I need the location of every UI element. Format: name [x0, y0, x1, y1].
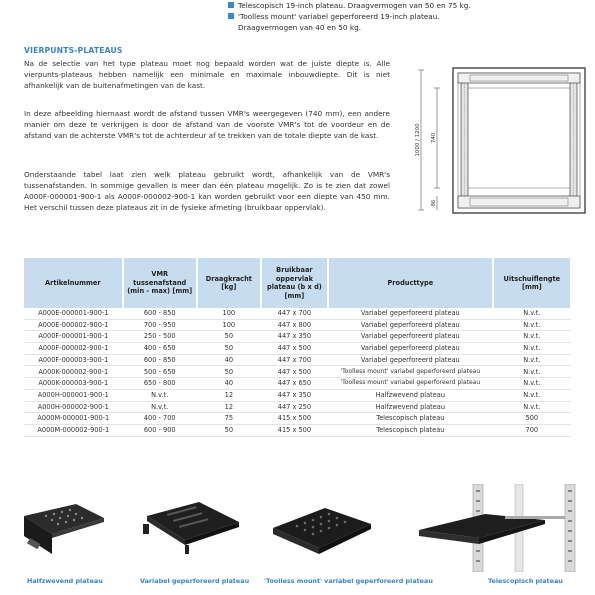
- table-cell: A000K-000003-900-1: [24, 378, 123, 390]
- table-cell: 75: [197, 413, 261, 425]
- table-cell: Telescopisch plateau: [328, 413, 493, 425]
- table-cell: 447 x 500: [261, 343, 328, 355]
- caption-telescopisch: Telescopisch plateau: [488, 577, 563, 585]
- table-row: [24, 424, 571, 436]
- table-cell: 40: [197, 354, 261, 366]
- table-cell: 12: [197, 389, 261, 401]
- table-cell: N.v.t.: [123, 389, 197, 401]
- table-cell: 447 x 350: [261, 389, 328, 401]
- column-header: Bruikbaar oppervlak plateau (b x d) [mm]: [261, 258, 328, 308]
- table-cell: A000M-000001-900-1: [24, 413, 123, 425]
- column-header: Draagkracht [kg]: [197, 258, 261, 308]
- section-title: VIERPUNTS-PLATEAUS: [24, 46, 123, 55]
- toolless-mount-plateau-photo: [267, 494, 377, 564]
- table-cell: 447 x 650: [261, 378, 328, 390]
- table-cell: N.v.t.: [493, 401, 571, 413]
- table-cell: 447 x 800: [261, 319, 328, 331]
- table-cell: N.v.t.: [493, 354, 571, 366]
- halfzwevend-plateau-photo: [16, 498, 108, 560]
- table-cell: 700: [493, 424, 571, 436]
- column-header: Producttype: [328, 258, 493, 308]
- table-cell: N.v.t.: [493, 389, 571, 401]
- table-cell: 50: [197, 331, 261, 343]
- caption-toolless: 'Toolless mount' variabel geperforeerd plateau: [264, 577, 433, 585]
- table-row: [24, 378, 571, 390]
- table-cell: N.v.t.: [493, 366, 571, 378]
- table-cell: A000H-000001-900-1: [24, 389, 123, 401]
- table-cell: 12: [197, 401, 261, 413]
- table-cell: 'Toolless mount' variabel geperforeerd plateau: [328, 378, 493, 390]
- table-header-row: [24, 258, 571, 308]
- table-row: [24, 331, 571, 343]
- spec-table: [24, 258, 572, 437]
- table-cell: 447 x 700: [261, 354, 328, 366]
- table-cell: 500 - 650: [123, 366, 197, 378]
- table-row: [24, 401, 571, 413]
- table-cell: Telescopisch plateau: [328, 424, 493, 436]
- table-cell: 447 x 500: [261, 366, 328, 378]
- variabel-geperforeerd-plateau-photo: [137, 494, 247, 564]
- table-row: [24, 343, 571, 355]
- table-cell: Variabel geperforeerd plateau: [328, 308, 493, 319]
- table-cell: 600 - 900: [123, 424, 197, 436]
- table-cell: 415 x 500: [261, 413, 328, 425]
- caption-halfzwevend: Halfzwevend plateau: [27, 577, 103, 585]
- table-cell: Halfzwevend plateau: [328, 389, 493, 401]
- table-cell: 100: [197, 308, 261, 319]
- table-cell: 600 - 850: [123, 354, 197, 366]
- table-cell: Halfzwevend plateau: [328, 401, 493, 413]
- paragraph: In deze afbeelding hiernaast wordt de afstand tussen VMR's weergegeven (740 mm), een andere manier om deze te verkrijgen is door de afstand van de voorste VMR's tot de voordeur en de afstand van de achterste VMR's tot de achterdeur af te trekken van de totale diepte van de kast.: [24, 109, 390, 140]
- bullet-list: [228, 0, 471, 33]
- table-cell: A000E-000001-900-1: [24, 308, 123, 319]
- table-row: [24, 319, 571, 331]
- table-cell: N.v.t.: [493, 378, 571, 390]
- table-cell: 447 x 700: [261, 308, 328, 319]
- column-header: Artikelnummer: [24, 258, 123, 308]
- paragraph: Na de selectie van het type plateau moet nog bepaald worden wat de juiste diepte is. Alle vierpunts-plateaus hebben namelijk een minimale en maximale inbouwdiepte. Dit is niet afhankelijk van de buitenafmetingen van de kast.: [24, 59, 390, 90]
- table-cell: N.v.t.: [123, 401, 197, 413]
- table-cell: Variabel geperforeerd plateau: [328, 343, 493, 355]
- table-row: [24, 389, 571, 401]
- table-cell: 400 - 650: [123, 343, 197, 355]
- rack-dimension-diagram: [413, 60, 593, 215]
- bullet-text: 'Toolless mount' variabel geperforeerd 19-inch plateau.: [238, 12, 440, 21]
- table-cell: Variabel geperforeerd plateau: [328, 331, 493, 343]
- table-cell: 40: [197, 378, 261, 390]
- table-cell: A000M-000002-900-1: [24, 424, 123, 436]
- paragraph: Onderstaande tabel laat zien welk plateau gebruikt wordt, afhankelijk van de VMR's tussenafstanden. In sommige gevallen is meer dan één plateau mogelijk. Zo is te zien dat zowel A000F-000001-900-1 als A000F-000002-900-1 kan worden gebruikt voor een diepte van 450 mm. Het verschil tussen deze plateaus zit in de fysieke afmeting (bruikbaar oppervlak).: [24, 170, 390, 212]
- table-cell: 447 x 250: [261, 401, 328, 413]
- bullet-text: Telescopisch 19-inch plateau. Draagvermogen van 50 en 75 kg.: [238, 1, 471, 10]
- table-cell: 250 - 500: [123, 331, 197, 343]
- table-cell: 50: [197, 343, 261, 355]
- table-row: [24, 354, 571, 366]
- table-cell: A000H-000002-900-1: [24, 401, 123, 413]
- table-cell: 400 - 700: [123, 413, 197, 425]
- table-row: [24, 308, 571, 319]
- telescopisch-plateau-photo: [415, 484, 580, 572]
- table-cell: 650 - 800: [123, 378, 197, 390]
- table-cell: N.v.t.: [493, 308, 571, 319]
- caption-variabel: Variabel geperforeerd plateau: [140, 577, 250, 585]
- table-cell: A000F-000002-900-1: [24, 343, 123, 355]
- column-header: Uitschuiflengte [mm]: [493, 258, 571, 308]
- table-cell: 700 - 950: [123, 319, 197, 331]
- bullet-square-icon: [228, 2, 234, 8]
- table-cell: 100: [197, 319, 261, 331]
- table-cell: 415 x 500: [261, 424, 328, 436]
- table-cell: A000E-000002-900-1: [24, 319, 123, 331]
- table-cell: Variabel geperforeerd plateau: [328, 319, 493, 331]
- table-cell: Variabel geperforeerd plateau: [328, 354, 493, 366]
- table-cell: 600 - 850: [123, 308, 197, 319]
- table-cell: 500: [493, 413, 571, 425]
- table-cell: 50: [197, 366, 261, 378]
- table-cell: A000F-000003-900-1: [24, 354, 123, 366]
- dimension-label-small: 86: [431, 199, 437, 207]
- table-cell: A000F-000001-900-1: [24, 331, 123, 343]
- table-cell: 'Toolless mount' variabel geperforeerd plateau: [328, 366, 493, 378]
- column-header: VMR tussenafstand (min - max) [mm]: [123, 258, 197, 308]
- bullet-item: [228, 0, 471, 11]
- table-cell: N.v.t.: [493, 319, 571, 331]
- table-row: [24, 413, 571, 425]
- bullet-continuation: Draagvermogen van 40 en 50 kg.: [238, 23, 362, 32]
- dimension-label-inner: 740: [431, 132, 437, 144]
- table-cell: N.v.t.: [493, 331, 571, 343]
- table-cell: 447 x 350: [261, 331, 328, 343]
- table-cell: 50: [197, 424, 261, 436]
- bullet-square-icon: [228, 13, 234, 19]
- table-cell: A000K-000002-900-1: [24, 366, 123, 378]
- bullet-item: [228, 11, 471, 22]
- dimension-label-total: 1000 / 1200: [415, 123, 421, 157]
- table-row: [24, 366, 571, 378]
- table-cell: N.v.t.: [493, 343, 571, 355]
